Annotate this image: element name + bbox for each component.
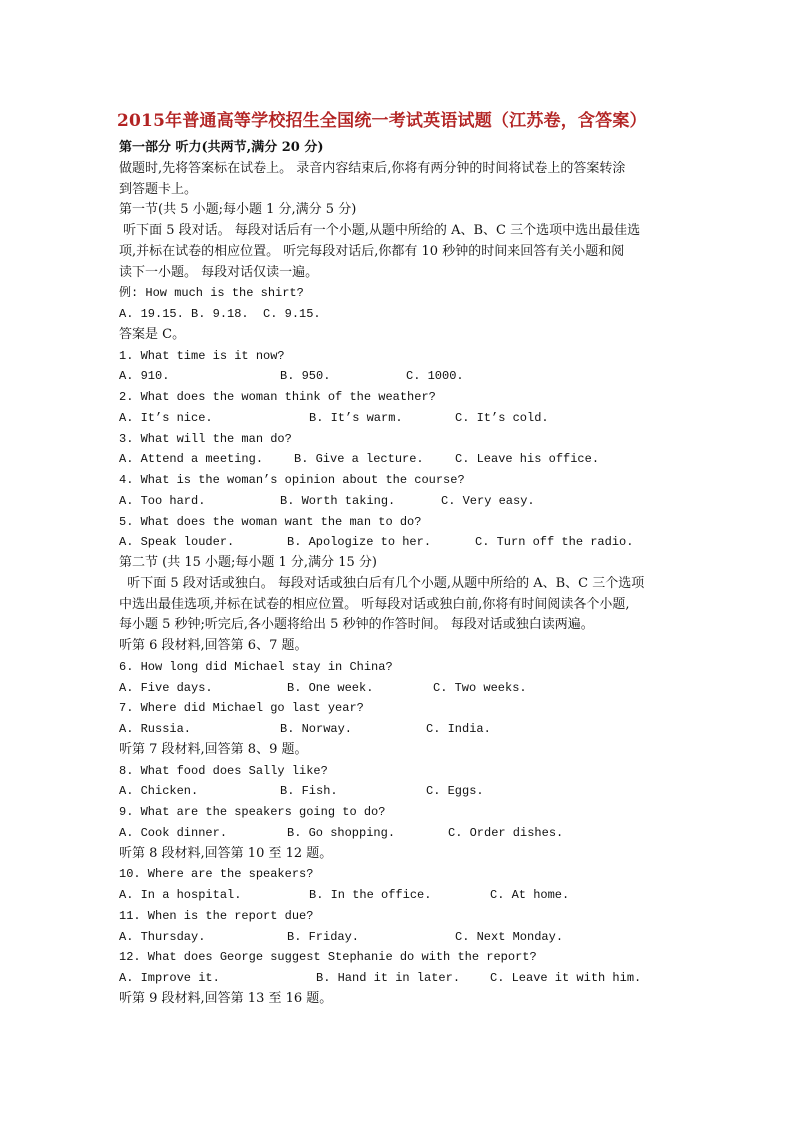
question-text: 4. What is the woman’s opinion about the course? bbox=[119, 473, 465, 487]
option-b: B. 950. bbox=[280, 369, 331, 384]
section1-heading: 第一节(共 5 小题;每小题 1 分,满分 5 分) bbox=[119, 202, 357, 218]
option-c: C. Eggs. bbox=[426, 784, 484, 799]
material-heading: 听第 9 段材料,回答第 13 至 16 题。 bbox=[119, 990, 333, 1006]
option-c: C. Turn off the radio. bbox=[475, 535, 634, 550]
option-b: B. Fish. bbox=[280, 784, 338, 799]
section2-instruction-line: 听下面 5 段对话或独白。 每段对话或独白后有几个小题,从题中所给的 A、B、C 三个选项 bbox=[119, 575, 645, 591]
material-heading: 听第 8 段材料,回答第 10 至 12 题。 bbox=[119, 845, 333, 861]
option-c: C. 1000. bbox=[406, 369, 464, 384]
option-a: A. In a hospital. bbox=[119, 888, 242, 902]
example-options: A. 19.15. B. 9.18. C. 9.15. bbox=[119, 307, 321, 321]
question-options bbox=[119, 366, 679, 387]
option-c: C. At home. bbox=[490, 888, 570, 902]
document-title: 2015年普通高等学校招生全国统一考试英语试题（江苏卷，含答案） bbox=[117, 111, 647, 131]
example-question: 例: How much is the shirt? bbox=[119, 286, 304, 301]
question-text: 8. What food does Sally like? bbox=[119, 763, 328, 778]
option-a: A. 910. bbox=[119, 369, 170, 384]
section1-instruction-line: 读下一小题。 每段对话仅读一遍。 bbox=[119, 264, 319, 280]
question-options bbox=[119, 678, 679, 699]
part1-heading: 第一部分 听力(共两节,满分 20 分) bbox=[119, 140, 324, 155]
material-heading: 听第 7 段材料,回答第 8、9 题。 bbox=[119, 741, 308, 757]
option-b: B. Worth taking. bbox=[280, 493, 396, 508]
option-a: A. Cook dinner. bbox=[119, 825, 228, 840]
question-options bbox=[119, 491, 679, 512]
section2-instruction-line: 中选出最佳选项,并标在试卷的相应位置。 听每段对话或独白前,你将有时间阅读各个小题, bbox=[119, 596, 630, 612]
question-text: 12. What does George suggest Stephanie do with the report? bbox=[119, 950, 537, 965]
option-b: B. One week. bbox=[287, 680, 374, 695]
option-a: A. Improve it. bbox=[119, 971, 220, 985]
option-b: B. Norway. bbox=[280, 722, 353, 736]
option-a: A. Russia. bbox=[119, 722, 192, 736]
question-options bbox=[119, 532, 679, 553]
option-a: A. Five days. bbox=[119, 680, 213, 695]
option-b: B. Hand it in later. bbox=[316, 971, 461, 985]
option-b: B. Give a lecture. bbox=[294, 452, 424, 467]
question-options bbox=[119, 927, 679, 948]
question-text: 9. What are the speakers going to do? bbox=[119, 805, 386, 819]
question-options bbox=[119, 449, 679, 470]
material-heading: 听第 6 段材料,回答第 6、7 题。 bbox=[119, 638, 308, 653]
option-b: B. Go shopping. bbox=[287, 825, 396, 840]
option-a: A. Attend a meeting. bbox=[119, 452, 264, 467]
option-c: C. It’s cold. bbox=[455, 410, 549, 425]
option-b: B. Apologize to her. bbox=[287, 535, 432, 550]
section2-instruction-line: 每小题 5 秒钟;听完后,各小题将给出 5 秒钟的作答时间。 每段对话或独白读两遍。 bbox=[119, 617, 594, 633]
question-options bbox=[119, 719, 679, 740]
option-a: A. Speak louder. bbox=[119, 535, 235, 550]
question-text: 10. Where are the speakers? bbox=[119, 867, 314, 882]
question-options bbox=[119, 408, 679, 429]
question-text: 11. When is the report due? bbox=[119, 908, 314, 923]
question-text: 2. What does the woman think of the weather? bbox=[119, 390, 436, 404]
option-c: C. India. bbox=[426, 722, 491, 736]
option-c: C. Leave his office. bbox=[455, 452, 600, 467]
question-options bbox=[119, 823, 679, 844]
section1-instruction-line: 听下面 5 段对话。 每段对话后有一个小题,从题中所给的 A、B、C 三个选项中选出最佳选 bbox=[119, 223, 641, 238]
question-text: 7. Where did Michael go last year? bbox=[119, 701, 364, 716]
option-c: C. Leave it with him. bbox=[490, 971, 642, 985]
option-a: A. It’s nice. bbox=[119, 410, 213, 425]
option-b: B. It’s warm. bbox=[309, 410, 403, 425]
section2-heading: 第二节 (共 15 小题;每小题 1 分,满分 15 分) bbox=[119, 555, 377, 570]
option-c: C. Very easy. bbox=[441, 493, 535, 508]
question-options bbox=[119, 968, 679, 989]
option-b: B. Friday. bbox=[287, 929, 360, 944]
option-c: C. Order dishes. bbox=[448, 825, 564, 840]
option-a: A. Too hard. bbox=[119, 493, 206, 508]
option-c: C. Two weeks. bbox=[433, 680, 527, 695]
question-text: 1. What time is it now? bbox=[119, 348, 285, 363]
question-text: 3. What will the man do? bbox=[119, 431, 292, 446]
question-text: 6. How long did Michael stay in China? bbox=[119, 659, 393, 674]
option-a: A. Thursday. bbox=[119, 929, 206, 944]
option-c: C. Next Monday. bbox=[455, 929, 564, 944]
part1-instruction-line: 到答题卡上。 bbox=[119, 181, 198, 197]
option-b: B. In the office. bbox=[309, 888, 432, 902]
example-answer: 答案是 C。 bbox=[119, 326, 186, 342]
document-body bbox=[119, 138, 679, 1010]
question-options bbox=[119, 781, 679, 802]
part1-instruction-line: 做题时,先将答案标在试卷上。 录音内容结束后,你将有两分钟的时间将试卷上的答案转涂 bbox=[119, 160, 626, 176]
question-text: 5. What does the woman want the man to do? bbox=[119, 514, 422, 529]
question-options bbox=[119, 885, 679, 906]
section1-instruction-line: 项,并标在试卷的相应位置。 听完每段对话后,你都有 10 秒钟的时间来回答有关小题和阅 bbox=[119, 243, 625, 259]
option-a: A. Chicken. bbox=[119, 784, 199, 799]
